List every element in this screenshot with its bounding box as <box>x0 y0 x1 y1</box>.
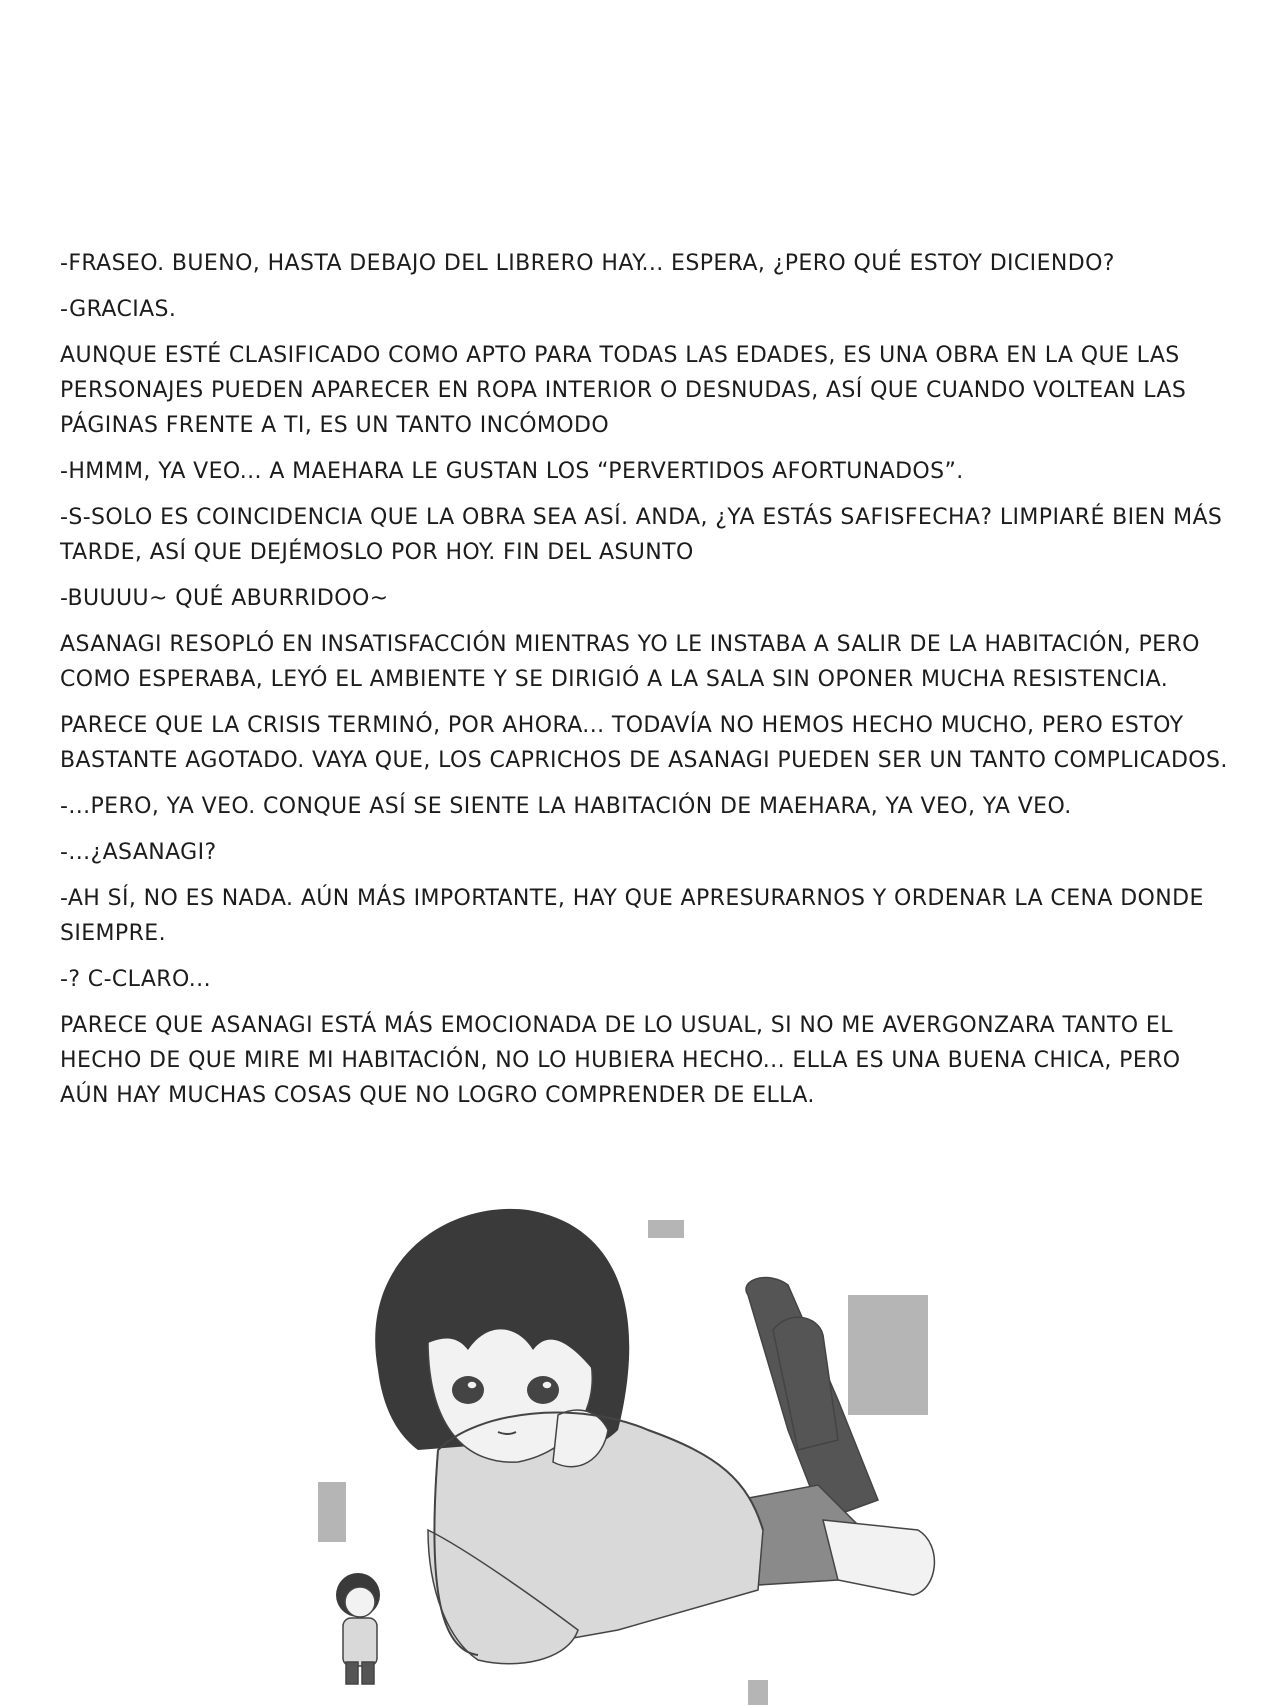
paragraph-13: PARECE QUE ASANAGI ESTÁ MÁS EMOCIONADA DE LO USUAL, SI NO ME AVERGONZARA TANTO EL HECHO DE QUE MIRE MI HABITACIÓN, NO LO HUBIERA HECHO... ELLA ES UNA BUENA CHICA, PERO AÚN HAY MUCHAS COSAS QUE NO LOGRO COMPRENDER DE ELLA. <box>60 1013 1181 1108</box>
censor-block <box>748 1680 768 1705</box>
paragraph-9: -...PERO, YA VEO. CONQUE ASÍ SE SIENTE LA HABITACIÓN DE MAEHARA, YA VEO, YA VEO. <box>60 794 1072 819</box>
girl-lying-illustration <box>318 1200 958 1705</box>
censor-block <box>318 1482 346 1542</box>
eye-highlight <box>467 1381 477 1389</box>
right-eye <box>527 1376 559 1404</box>
paragraph-12: -? C-CLARO... <box>60 967 211 992</box>
paragraph-8: PARECE QUE LA CRISIS TERMINÓ, POR AHORA... TODAVÍA NO HEMOS HECHO MUCHO, PERO ESTOY BASTANTE AGOTADO. VAYA QUE, LOS CAPRICHOS DE ASANAGI PUEDEN SER UN TANTO COMPLICADOS. <box>60 713 1228 773</box>
eye-highlight <box>542 1381 552 1389</box>
chibi-character <box>336 1573 380 1684</box>
text-body <box>60 246 1235 1124</box>
paragraph-10: -...¿ASANAGI? <box>60 840 217 865</box>
censor-block <box>848 1295 928 1415</box>
paragraph-1: -FRASEO. BUENO, HASTA DEBAJO DEL LIBRERO HAY... ESPERA, ¿PERO QUÉ ESTOY DICIENDO? <box>60 251 1115 276</box>
paragraph-6: -BUUUU~ QUÉ ABURRIDOO~ <box>60 586 389 611</box>
paragraph-11: -AH SÍ, NO ES NADA. AÚN MÁS IMPORTANTE, HAY QUE APRESURARNOS Y ORDENAR LA CENA DONDE SIEMPRE. <box>60 886 1204 946</box>
illustration-svg <box>318 1200 958 1705</box>
paragraph-4: -HMMM, YA VEO... A MAEHARA LE GUSTAN LOS “PERVERTIDOS AFORTUNADOS”. <box>60 459 964 484</box>
paragraph-5: -S-SOLO ES COINCIDENCIA QUE LA OBRA SEA ASÍ. ANDA, ¿YA ESTÁS SAFISFECHA? LIMPIARÉ BIEN MÁS TARDE, ASÍ QUE DEJÉMOSLO POR HOY. FIN DEL ASUNTO <box>60 505 1223 565</box>
thigh <box>823 1520 934 1595</box>
paragraph-3: AUNQUE ESTÉ CLASIFICADO COMO APTO PARA TODAS LAS EDADES, ES UNA OBRA EN LA QUE LAS PERSONAJES PUEDEN APARECER EN ROPA INTERIOR O DESNUDAS, ASÍ QUE CUANDO VOLTEAN LAS PÁGINAS FRENTE A TI, ES UN TANTO INCÓMODO <box>60 343 1187 438</box>
censor-block <box>648 1220 684 1238</box>
paragraph-2: -GRACIAS. <box>60 297 177 322</box>
left-eye <box>452 1376 484 1404</box>
paragraph-7: ASANAGI RESOPLÓ EN INSATISFACCIÓN MIENTRAS YO LE INSTABA A SALIR DE LA HABITACIÓN, PERO COMO ESPERABA, LEYÓ EL AMBIENTE Y SE DIRIGIÓ A LA SALA SIN OPONER MUCHA RESISTENCIA. <box>60 632 1200 692</box>
